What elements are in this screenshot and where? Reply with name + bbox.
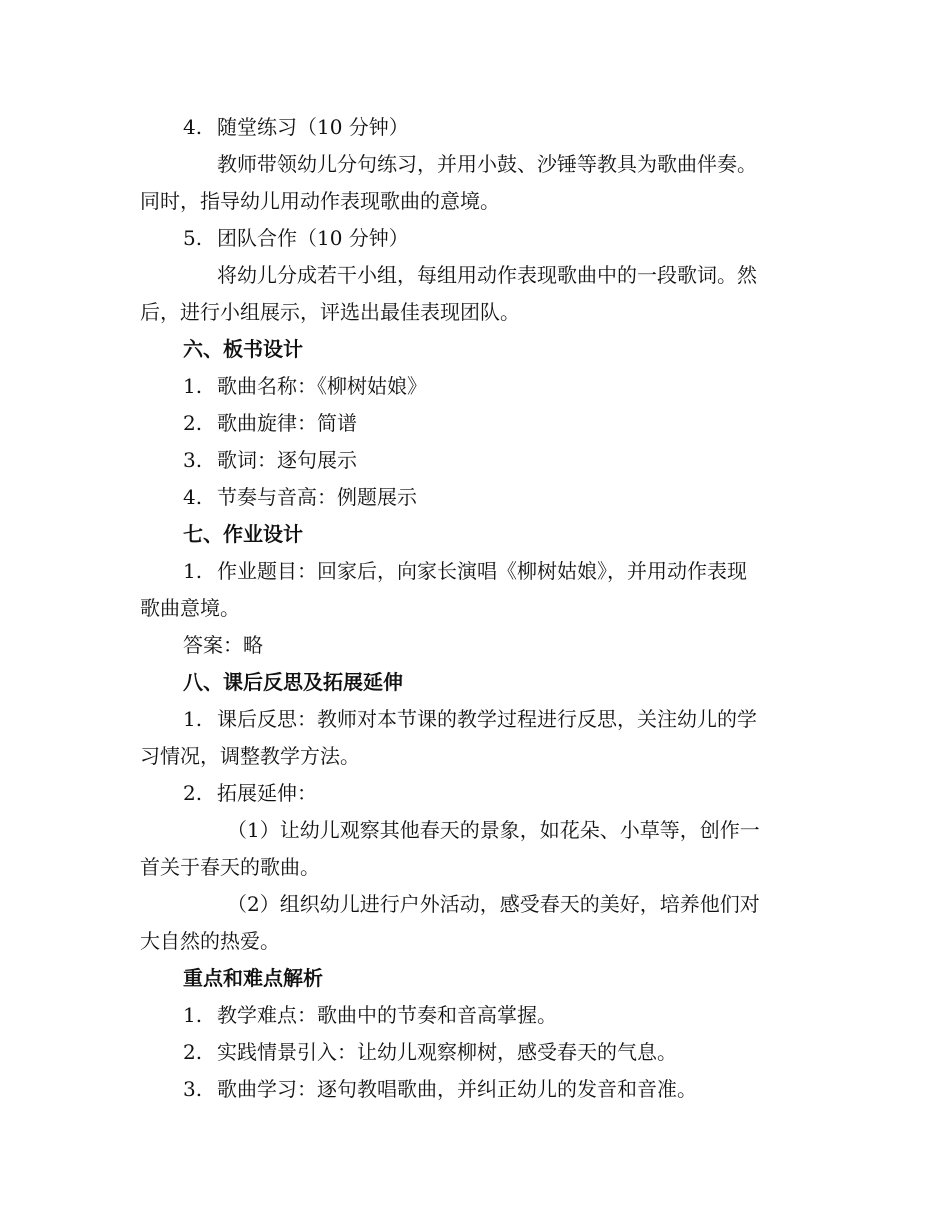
section6-item (0, 410, 950, 436)
section6-item-number: 4. (183, 485, 203, 509)
section6-item (0, 373, 950, 399)
section8-heading: 八、课后反思及拓展延伸 (183, 670, 403, 694)
section6-item-text: 歌词：逐句展示 (217, 448, 357, 472)
section8-item1-text: 课后反思：教师对本节课的教学过程进行反思，关注幼儿的学 (217, 707, 757, 731)
section7-item1-text: 作业题目：回家后，向家长演唱《柳树姑娘》，并用动作表现 (217, 559, 747, 583)
section7-item1-line-1 (0, 558, 950, 584)
section8-item2-number: 2. (183, 781, 203, 805)
item5-body-line-2: 后，进行小组展示，评选出最佳表现团队。 (140, 300, 520, 324)
key-point-text: 教学难点：歌曲中的节奏和音高掌握。 (217, 1003, 557, 1027)
item5-title-line (0, 225, 950, 251)
section7-item1-line-2: 歌曲意境。 (140, 596, 240, 620)
item4-title: 随堂练习（10 分钟） (217, 115, 409, 139)
section6-item-number: 3. (183, 448, 203, 472)
item4-body-line-1: 教师带领幼儿分句练习，并用小鼓、沙锤等教具为歌曲伴奏。 (217, 152, 757, 176)
section8-sub1-line-2: 首关于春天的歌曲。 (140, 855, 320, 879)
section8-item1-number: 1. (183, 707, 203, 731)
section7-answer: 答案：略 (183, 633, 263, 657)
key-point-item (0, 1076, 950, 1102)
section6-item-number: 1. (183, 374, 203, 398)
section6-item (0, 484, 950, 510)
section8-item1-line-1 (0, 706, 950, 732)
key-point-number: 2. (183, 1040, 203, 1064)
section8-sub2-line-2: 大自然的热爱。 (140, 929, 280, 953)
section8-sub2-line-1: （2）组织幼儿进行户外活动，感受春天的美好，培养他们对 (227, 892, 760, 916)
item5-title: 团队合作（10 分钟） (217, 226, 409, 250)
key-points-heading: 重点和难点解析 (183, 966, 323, 990)
item5-number: 5. (183, 226, 203, 250)
section6-item-text: 歌曲旋律：简谱 (217, 411, 357, 435)
section8-item2-text: 拓展延伸： (217, 781, 317, 805)
item5-body-line-1: 将幼儿分成若干小组，每组用动作表现歌曲中的一段歌词。然 (217, 263, 757, 287)
section7-item1-number: 1. (183, 559, 203, 583)
section8-sub1-line-1: （1）让幼儿观察其他春天的景象，如花朵、小草等，创作一 (227, 818, 760, 842)
section6-item-text: 歌曲名称：《柳树姑娘》 (217, 374, 427, 398)
item4-title-line (0, 114, 950, 140)
section6-item (0, 447, 950, 473)
key-point-item (0, 1039, 950, 1065)
item4-body-line-2: 同时，指导幼儿用动作表现歌曲的意境。 (140, 189, 500, 213)
section8-item2-line (0, 780, 950, 806)
section6-item-number: 2. (183, 411, 203, 435)
key-point-text: 歌曲学习：逐句教唱歌曲，并纠正幼儿的发音和音准。 (217, 1077, 697, 1101)
section8-item1-line-2: 习情况，调整教学方法。 (140, 744, 360, 768)
key-point-number: 1. (183, 1003, 203, 1027)
section6-heading: 六、板书设计 (183, 337, 303, 361)
item4-number: 4. (183, 115, 203, 139)
key-point-text: 实践情景引入：让幼儿观察柳树，感受春天的气息。 (217, 1040, 677, 1064)
key-point-number: 3. (183, 1077, 203, 1101)
section6-item-text: 节奏与音高：例题展示 (217, 485, 417, 509)
key-point-item (0, 1002, 950, 1028)
section7-heading: 七、作业设计 (183, 522, 303, 546)
